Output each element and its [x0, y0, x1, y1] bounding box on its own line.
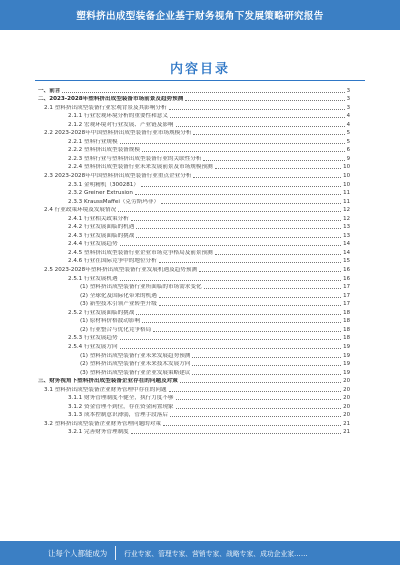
toc-entry-text: 2.2 2023-2028年中国塑料挤出成型装备行业市场规模分析 — [44, 130, 192, 137]
toc-leader-dots — [199, 270, 341, 272]
toc-entry-text: 2.1.1 行业宏观环境分析的重要性和意义 — [68, 113, 168, 120]
toc-entry-text: 2.5.1 行业发展机遇 — [68, 275, 118, 282]
toc-entry[interactable] — [38, 146, 350, 155]
toc-leader-dots — [169, 108, 345, 110]
toc-leader-dots — [131, 432, 341, 434]
toc-entry-text: 2.4.4 行业发展趋势 — [68, 241, 118, 248]
report-title: 塑料挤出成型装备企业基于财务视角下发展策略研究报告 — [76, 11, 324, 22]
toc-entry-text: 3.2 塑料挤出成型装备企业财务管理问题的对策 — [44, 420, 161, 427]
toc-entry[interactable] — [38, 334, 350, 343]
toc-leader-dots — [120, 244, 342, 246]
toc-entry-page: 20 — [343, 403, 350, 410]
toc-entry[interactable] — [38, 137, 350, 146]
toc-entry[interactable] — [38, 171, 350, 180]
toc-entry[interactable] — [38, 360, 350, 369]
toc-entry[interactable] — [38, 86, 350, 95]
toc-entry-text: (3) 塑料挤出成型装备行业企业发展策略建议 — [80, 369, 191, 376]
toc-entry-text: (1) 塑料挤出成型装备行业未来发展趋势预测 — [80, 352, 191, 359]
footer-bar — [0, 541, 400, 565]
toc-leader-dots — [185, 99, 344, 101]
toc-leader-dots — [159, 296, 341, 298]
toc-entry[interactable] — [38, 180, 350, 189]
toc-leader-dots — [142, 150, 345, 152]
toc-entry[interactable] — [38, 129, 350, 138]
toc-entry-page: 20 — [343, 378, 350, 385]
toc-entry-page: 5 — [346, 138, 350, 145]
toc-entry-text: 2.4.1 行业相关政策分析 — [68, 215, 129, 222]
toc-entry-text: 3.1 塑料挤出成型装备企业财务管理中存在的问题 — [44, 386, 167, 393]
footer-slogan-left: 让每个人都能成为 — [48, 548, 108, 558]
toc-leader-dots — [193, 133, 344, 135]
toc-entry-text: 2.2.4 塑料挤出成型装备行业未来发展前景及市场规模预测 — [68, 164, 213, 171]
toc-leader-dots — [204, 287, 342, 289]
toc-entry-text: 2.4.6 行业在国际竞争中的地位分析 — [68, 258, 157, 265]
toc-entry[interactable] — [38, 95, 350, 104]
toc-entry-text: 2.5.4 行业发展方向 — [68, 343, 118, 350]
toc-entry-page: 3 — [346, 96, 350, 103]
toc-entry-page: 18 — [343, 326, 350, 333]
footer-separator — [115, 546, 116, 560]
toc-entry-page: 11 — [343, 198, 350, 205]
toc-entry-page: 3 — [346, 104, 350, 111]
footer-slogan-right: 行业专家、管理专家、营销专家、战略专家、成功企业家…… — [124, 550, 308, 558]
toc-leader-dots — [120, 347, 342, 349]
table-of-contents — [38, 86, 350, 436]
toc-entry-page: 19 — [343, 352, 350, 359]
toc-leader-dots — [136, 227, 341, 229]
toc-entry-page: 10 — [343, 173, 350, 180]
toc-entry-text: (2) 行业整合与优化竞争格局 — [80, 326, 152, 333]
toc-leader-dots — [153, 330, 341, 332]
toc-leader-dots — [131, 219, 341, 221]
toc-leader-dots — [170, 116, 345, 118]
toc-entry-text: 3.1.1 财务管理制度不健全，执行力度不够 — [68, 395, 174, 402]
toc-entry-page: 18 — [343, 309, 350, 316]
toc-entry-page: 12 — [343, 215, 350, 222]
toc-entry[interactable] — [38, 223, 350, 232]
toc-entry-page: 11 — [343, 190, 350, 197]
toc-entry-page: 4 — [346, 121, 350, 128]
toc-entry-page: 16 — [343, 275, 350, 282]
toc-entry-text: 三、财务视角下塑料挤出成型装备企业存在的问题及对策 — [38, 378, 178, 385]
toc-entry[interactable] — [38, 394, 350, 403]
toc-leader-dots — [176, 125, 345, 127]
toc-entry-text: 2.1 塑料挤出成型装备行业宏观背景及其影响分析 — [44, 104, 167, 111]
toc-entry[interactable] — [38, 419, 350, 428]
toc-entry[interactable] — [38, 231, 350, 240]
toc-entry-text: 2.3.2 Greiner Extrusion — [68, 190, 133, 197]
toc-leader-dots — [120, 279, 342, 281]
toc-leader-dots — [180, 381, 341, 383]
toc-leader-dots — [169, 390, 342, 392]
toc-entry[interactable] — [38, 291, 350, 300]
toc-entry-page: 21 — [343, 429, 350, 436]
toc-leader-dots — [142, 321, 341, 323]
toc-leader-dots — [176, 407, 342, 409]
toc-entry-text: 2.3.3 KraussMaffei（克劳斯玛菲） — [68, 198, 160, 205]
toc-entry-page: 4 — [346, 113, 350, 120]
toc-entry[interactable] — [38, 240, 350, 249]
toc-leader-dots — [62, 91, 344, 93]
toc-entry[interactable] — [38, 402, 350, 411]
toc-entry-text: 2.4 行业政策环境及发展情况 — [44, 207, 117, 214]
toc-entry-page: 19 — [343, 361, 350, 368]
toc-leader-dots — [135, 193, 341, 195]
toc-entry-page: 14 — [343, 249, 350, 256]
toc-leader-dots — [170, 415, 341, 417]
toc-entry-text: 2.4.2 行业发展面临的机遇 — [68, 224, 135, 231]
toc-entry-page: 6 — [346, 147, 350, 154]
toc-entry-page: 17 — [343, 301, 350, 308]
toc-entry-page: 17 — [343, 292, 350, 299]
toc-entry-text: 2.5.2 行业发展面临的挑战 — [68, 309, 135, 316]
toc-leader-dots — [176, 398, 342, 400]
toc-entry[interactable] — [38, 120, 350, 129]
toc-entry[interactable] — [38, 283, 350, 292]
toc-leader-dots — [120, 338, 342, 340]
toc-entry[interactable] — [38, 377, 350, 386]
toc-entry[interactable] — [38, 257, 350, 266]
toc-entry-page: 20 — [343, 395, 350, 402]
toc-entry-text: (1) 原材料价格波动影响 — [80, 318, 141, 325]
toc-entry-page: 18 — [343, 318, 350, 325]
toc-entry[interactable] — [38, 308, 350, 317]
toc-leader-dots — [163, 424, 341, 426]
toc-entry-text: 2.3.1 金明精机（300281） — [68, 181, 139, 188]
toc-leader-dots — [118, 210, 341, 212]
toc-entry[interactable] — [38, 428, 350, 437]
toc-entry-page: 18 — [343, 335, 350, 342]
toc-entry-text: 2.4.5 塑料挤出成型装备行业企业市场竞争格局及前景预测 — [68, 249, 213, 256]
toc-leader-dots — [159, 261, 341, 263]
toc-entry[interactable] — [38, 248, 350, 257]
toc-leader-dots — [136, 313, 341, 315]
toc-leader-dots — [192, 364, 341, 366]
toc-entry[interactable] — [38, 103, 350, 112]
toc-entry[interactable] — [38, 342, 350, 351]
toc-entry-text: 2.2.2 塑料挤出成型装备规模 — [68, 147, 140, 154]
toc-entry-page: 20 — [343, 412, 350, 419]
toc-entry-page: 10 — [343, 181, 350, 188]
header-bar — [0, 0, 400, 30]
toc-entry-page: 19 — [343, 369, 350, 376]
toc-entry-text: 二、2023-2028年塑料挤出成型装备市场前景及趋势预测 — [38, 96, 184, 103]
toc-entry[interactable] — [38, 351, 350, 360]
toc-entry[interactable] — [38, 163, 350, 172]
toc-entry-page: 9 — [346, 155, 350, 162]
toc-entry-text: 2.4.3 行业发展面临的挑战 — [68, 232, 135, 239]
toc-leader-dots — [161, 202, 341, 204]
toc-entry-page: 5 — [346, 130, 350, 137]
toc-entry[interactable] — [38, 300, 350, 309]
toc-entry[interactable] — [38, 197, 350, 206]
toc-entry[interactable] — [38, 189, 350, 198]
toc-entry[interactable] — [38, 214, 350, 223]
toc-entry-page: 15 — [343, 258, 350, 265]
toc-leader-dots — [193, 176, 341, 178]
toc-entry-text: 3.1.3 成本控制意识薄弱，管理手段落后 — [68, 412, 168, 419]
toc-entry-text: (2) 全球化及国际化带来的机遇 — [80, 292, 157, 299]
toc-entry[interactable] — [38, 368, 350, 377]
toc-entry-text: (3) 新型技术引领产业转型升级 — [80, 301, 157, 308]
toc-entry-text: 3.2.1 完善财务管理制度 — [68, 429, 129, 436]
toc-leader-dots — [215, 253, 341, 255]
toc-entry-text: 3.1.2 资金管理不到位，存在资金闲置现象 — [68, 403, 174, 410]
toc-leader-dots — [159, 304, 341, 306]
toc-entry-page: 10 — [343, 164, 350, 171]
toc-entry[interactable] — [38, 317, 350, 326]
toc-entry[interactable] — [38, 274, 350, 283]
toc-entry-text: 2.2.1 塑料行业规模 — [68, 138, 118, 145]
toc-entry-text: (2) 塑料挤出成型装备行业未来技术发展方向 — [80, 361, 191, 368]
toc-entry-text: (1) 塑料挤出成型装备行业所面临的市场需求变化 — [80, 284, 202, 291]
toc-entry-page: 3 — [346, 87, 350, 94]
toc-entry-text: 2.3 2023-2028年中国塑料挤出成型装备行业重点企业分析 — [44, 173, 192, 180]
toc-entry-text: 2.5.3 行业发展趋势 — [68, 335, 118, 342]
toc-entry-page: 19 — [343, 343, 350, 350]
toc-entry[interactable] — [38, 154, 350, 163]
toc-leader-dots — [141, 185, 341, 187]
toc-entry[interactable] — [38, 265, 350, 274]
toc-leader-dots — [203, 159, 344, 161]
toc-entry-page: 20 — [343, 386, 350, 393]
toc-entry-page: 13 — [343, 224, 350, 231]
toc-heading: 内容目录 — [169, 62, 230, 77]
toc-divider — [35, 80, 365, 81]
toc-leader-dots — [192, 373, 341, 375]
toc-entry[interactable] — [38, 325, 350, 334]
toc-entry-page: 14 — [343, 241, 350, 248]
toc-entry-text: 2.2.3 塑料行业与塑料挤出成型装备行业的关联性分析 — [68, 155, 202, 162]
toc-entry-text: 一、前言 — [38, 87, 61, 94]
toc-entry-page: 21 — [343, 420, 350, 427]
toc-entry[interactable] — [38, 385, 350, 394]
toc-entry-page: 12 — [343, 207, 350, 214]
toc-leader-dots — [120, 142, 345, 144]
toc-leader-dots — [192, 356, 341, 358]
toc-leader-dots — [215, 167, 341, 169]
toc-entry[interactable] — [38, 411, 350, 420]
toc-entry[interactable] — [38, 112, 350, 121]
toc-entry-text: 2.1.2 宏观环境对行业发展、产业链及影响 — [68, 121, 174, 128]
toc-entry-page: 13 — [343, 232, 350, 239]
toc-entry-page: 16 — [343, 267, 350, 274]
toc-entry-page: 17 — [343, 284, 350, 291]
toc-entry-text: 2.5 2023-2028年塑料挤出成型装备行业发展机遇及趋势预测 — [44, 267, 198, 274]
toc-leader-dots — [136, 236, 341, 238]
toc-entry[interactable] — [38, 206, 350, 215]
